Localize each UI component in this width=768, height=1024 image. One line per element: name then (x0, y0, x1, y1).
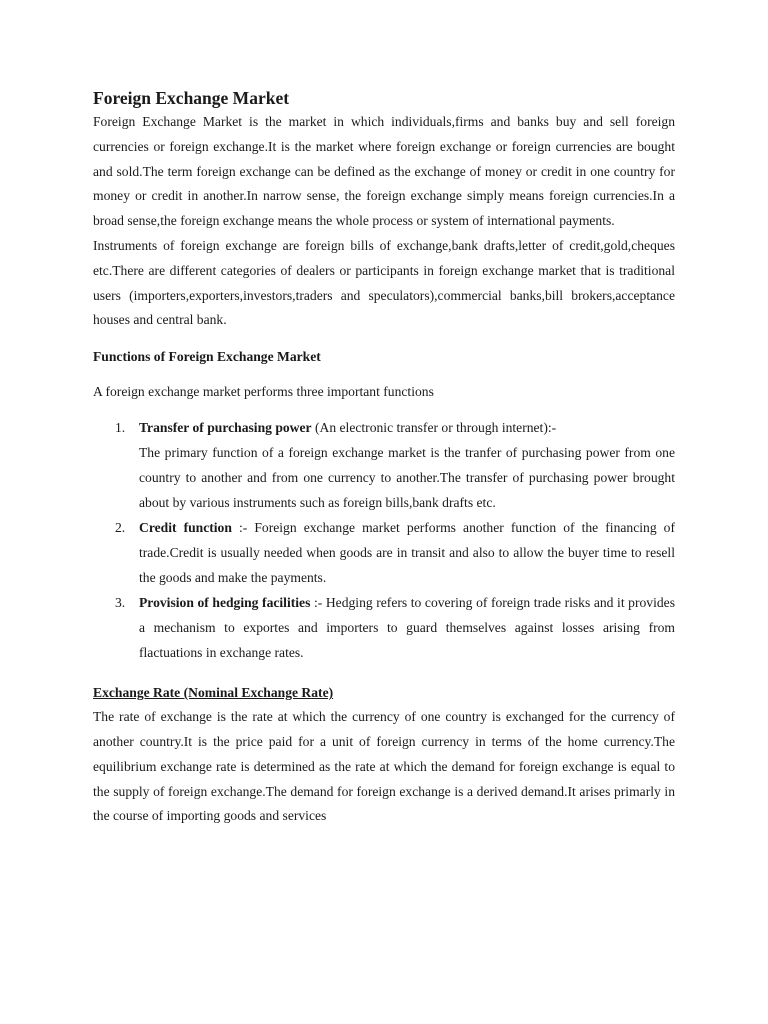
intro-paragraph: Foreign Exchange Market is the market in which individuals,firms and banks buy and sell foreign currencies or foreign exchange.It is the market where foreign exchange or foreign currencies are bought and sold.The term foreign exchange can be defined as the exchange of money or credit in one country for money or credit in another.In narrow sense, the foreign exchange simply means foreign currencies.In a broad sense,the foreign exchange means the whole process or system of international payments. (93, 114, 675, 229)
list-item-number: 1. (115, 420, 126, 436)
functions-heading: Functions of Foreign Exchange Market (93, 349, 321, 365)
document-page (93, 86, 675, 829)
list-item-subtitle: (An electronic transfer or through internet):- (311, 420, 557, 436)
list-item-text: The primary function of a foreign exchange market is the tranfer of purchasing power from one country to another and from one currency to another.The transfer of purchasing power brought about by various instruments such as foreign bills,bank drafts etc. (139, 445, 675, 511)
list-item-number: 2. (115, 520, 126, 536)
list-item (93, 415, 675, 515)
list-item-text: :- Foreign exchange market performs another function of the financing of trade.Credit is usually needed when goods are in transit and also to allow the buyer time to resell the goods and make the payments. (139, 520, 676, 586)
list-item-text: :- Hedging refers to covering of foreign trade risks and it provides a mechanism to exportes and importers to guard themselves against losses arising from flactuations in exchange rates. (139, 595, 675, 661)
list-item (93, 515, 675, 590)
exchange-rate-heading: Exchange Rate (Nominal Exchange Rate) (93, 685, 334, 701)
functions-list (93, 415, 675, 665)
list-item-title: Credit function (139, 520, 232, 536)
list-item (93, 590, 675, 665)
functions-intro: A foreign exchange market performs three important functions (93, 384, 434, 400)
list-item-title: Transfer of purchasing power (139, 420, 312, 436)
exchange-rate-paragraph: The rate of exchange is the rate at which the currency of one country is exchanged for the currency of another country.It is the price paid for a unit of foreign currency in terms of the home currency.The equilibrium exchange rate is determined as the rate at which the demand for foreign exchange is equal to the supply of foreign exchange.The demand for foreign exchange is a derived demand.It arises primarly in the course of importing goods and services (93, 709, 675, 824)
list-item-number: 3. (115, 595, 126, 611)
document-title: Foreign Exchange Market (93, 88, 290, 108)
instruments-paragraph: Instruments of foreign exchange are foreign bills of exchange,bank drafts,letter of credit,gold,cheques etc.There are different categories of dealers or participants in foreign exchange market that is traditional users (importers,exporters,investors,traders and speculators),commercial banks,bill brokers,acceptance houses and central bank. (93, 237, 675, 328)
list-item-title: Provision of hedging facilities (139, 595, 311, 611)
